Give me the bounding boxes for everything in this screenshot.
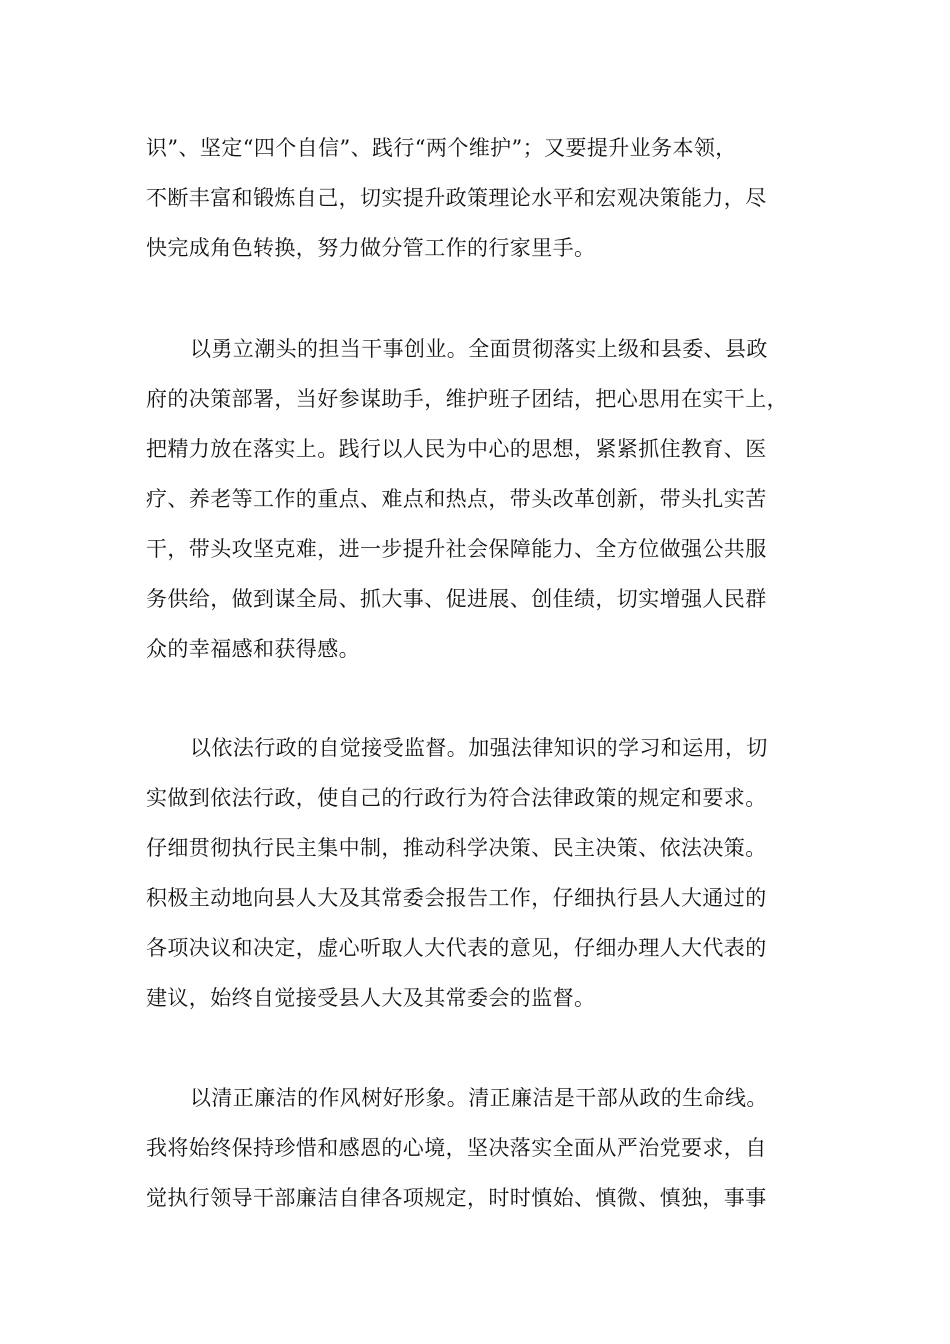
- text-line: 快完成角色转换，努力做分管工作的行家里手。: [146, 236, 596, 260]
- text-line: 积极主动地向县人大及其常委会报告工作，仔细执行县人大通过的: [146, 886, 767, 910]
- paragraph-integrity: [146, 1073, 810, 1223]
- text-line: 各项决议和决定，虚心听取人大代表的意见，仔细办理人大代表的: [146, 936, 767, 960]
- paragraph-supervision: [146, 723, 810, 1023]
- text-line: 众的幸福感和获得感。: [146, 637, 360, 661]
- text-line: 仔细贯彻执行民主集中制，推动科学决策、民主决策、依法决策。: [146, 836, 767, 860]
- text-line: 以清正廉洁的作风树好形象。清正廉洁是干部从政的生命线。: [190, 1086, 768, 1110]
- text-line: 建议，始终自觉接受县人大及其常委会的监督。: [146, 986, 596, 1010]
- paragraph-innovation: [146, 324, 810, 674]
- text-line: 务供给，做到谋全局、抓大事、促进展、创佳绩，切实增强人民群: [146, 587, 767, 611]
- text-line: 干，带头攻坚克难，进一步提升社会保障能力、全方位做强公共服: [146, 537, 767, 561]
- text-line: 府的决策部署，当好参谋助手，维护班子团结，把心思用在实干上，: [146, 387, 788, 411]
- text-line: 把精力放在落实上。践行以人民为中心的思想，紧紧抓住教育、医: [146, 437, 767, 461]
- text-line: 我将始终保持珍惜和感恩的心境，坚决落实全面从严治党要求，自: [146, 1136, 767, 1160]
- text-line: 以依法行政的自觉接受监督。加强法律知识的学习和运用，切: [190, 736, 768, 760]
- text-line: 识”、坚定“四个自信”、践行“两个维护”；又要提升业务本领，: [146, 136, 737, 160]
- text-line: 觉执行领导干部廉洁自律各项规定，时时慎始、慎微、慎独，事事: [146, 1186, 767, 1210]
- text-line: 不断丰富和锻炼自己，切实提升政策理论水平和宏观决策能力，尽: [146, 186, 767, 210]
- text-line: 以勇立潮头的担当干事创业。全面贯彻落实上级和县委、县政: [190, 337, 768, 361]
- text-line: 实做到依法行政，使自己的行政行为符合法律政策的规定和要求。: [146, 786, 767, 810]
- paragraph-continuation: [146, 123, 810, 273]
- text-line: 疗、养老等工作的重点、难点和热点，带头改革创新，带头扎实苦: [146, 487, 767, 511]
